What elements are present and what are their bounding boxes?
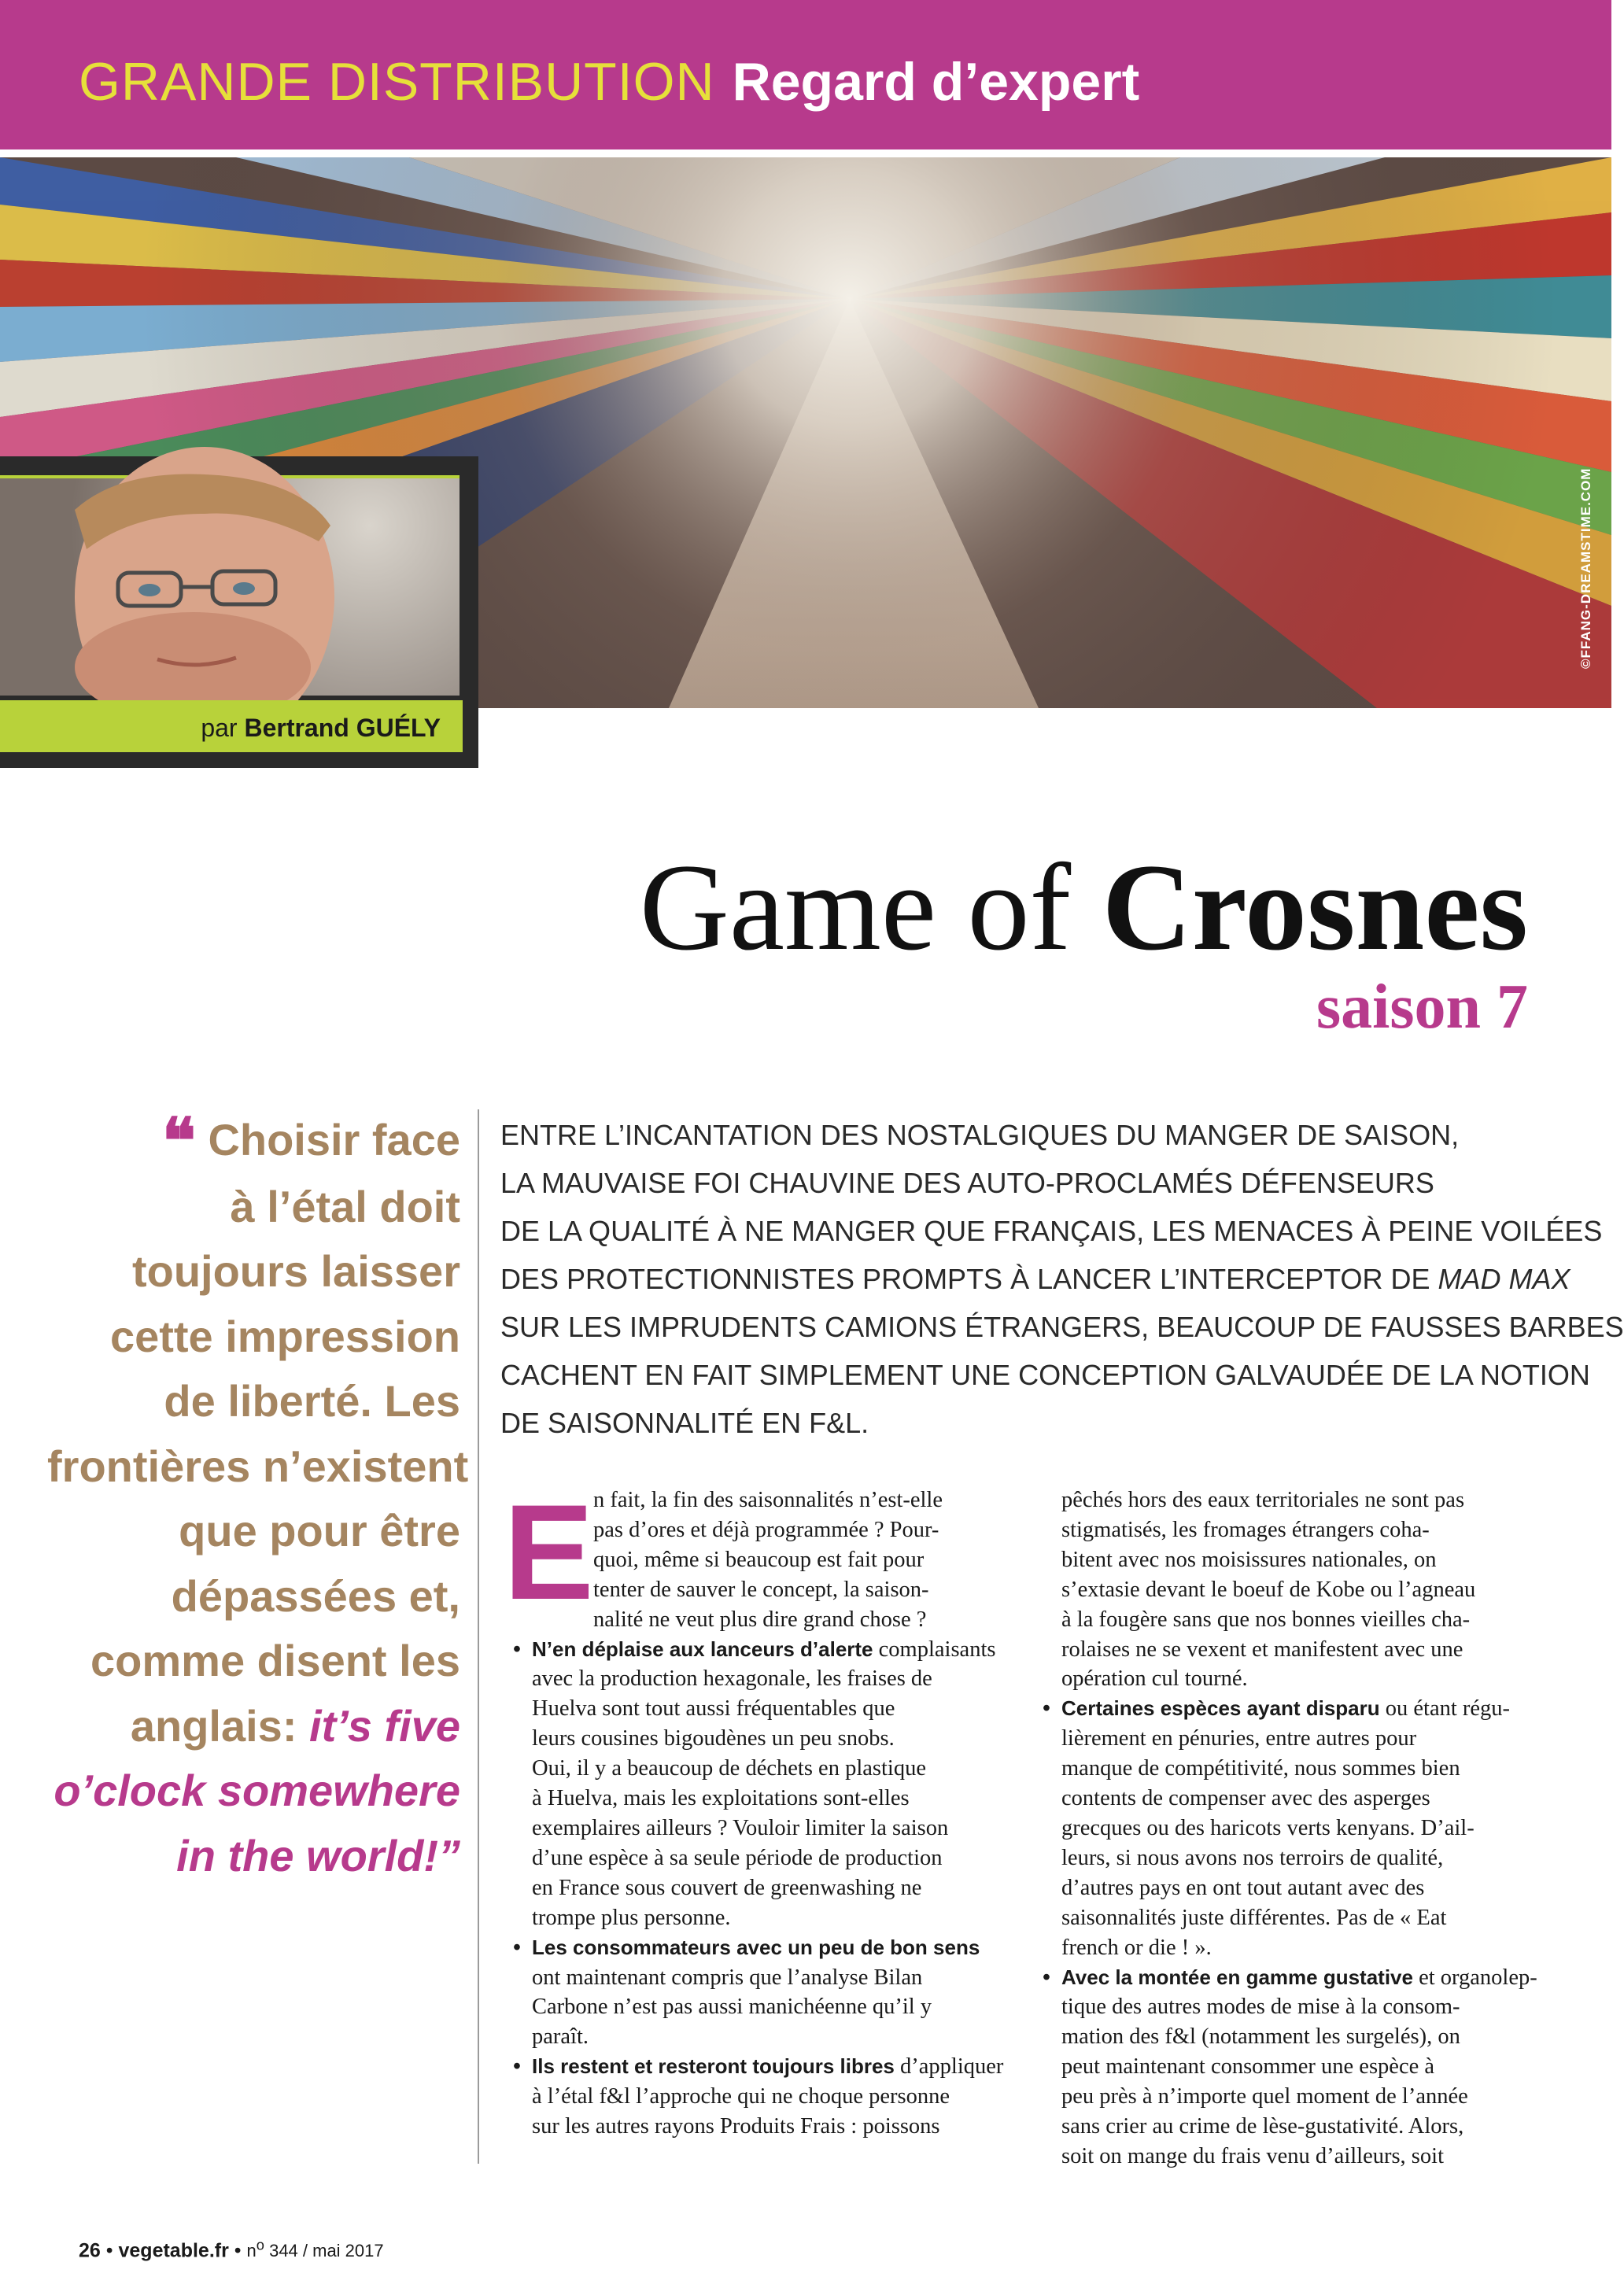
photo-credit: ©FFANG-DREAMSTIME.COM xyxy=(1578,467,1593,669)
pull-quote-line: dépassées et, xyxy=(171,1570,460,1621)
lead-line: LA MAUVAISE FOI CHAUVINE DES AUTO-PROCLAMÉS DÉFENSEURS xyxy=(500,1167,1434,1199)
issue-info xyxy=(246,2237,384,2261)
byline-bar xyxy=(0,700,463,752)
lead-italic: MAD MAX xyxy=(1438,1263,1570,1295)
lead-line xyxy=(500,1255,1570,1303)
body-line: trompe plus personne. xyxy=(532,1905,731,1930)
body-line: leurs, si nous avons nos terroirs de qualité, xyxy=(1061,1845,1444,1870)
author-byline xyxy=(201,714,441,743)
drop-cap: E xyxy=(504,1477,594,1628)
bullet-icon: • xyxy=(1043,1965,1050,1990)
lead-line: DE SAISONNALITÉ EN F&L. xyxy=(500,1407,869,1439)
lead-line: CACHENT EN FAIT SIMPLEMENT UNE CONCEPTION GALVAUDÉE DE LA NOTION xyxy=(500,1359,1590,1391)
bullet-text: d’appliquer xyxy=(900,2054,1004,2080)
body-line: d’une espèce à sa seule période de production xyxy=(532,1845,943,1870)
footer-site: vegetable.fr xyxy=(118,2239,229,2262)
body-column-1 xyxy=(513,1485,1004,2142)
article-subtitle: saison 7 xyxy=(1316,972,1528,1042)
pull-quote-line: cette impression xyxy=(109,1311,460,1361)
page-number: 26 xyxy=(79,2239,101,2262)
section-heading xyxy=(79,52,1140,112)
body-line: opération cul tourné. xyxy=(1061,1666,1248,1692)
pull-quote-line: de liberté. Les xyxy=(164,1376,460,1426)
bullet-label: Avec la montée en gamme gustative xyxy=(1061,1965,1413,1989)
body-line: à Huelva, mais les exploitations sont-elles xyxy=(532,1786,910,1811)
body-line: grecques ou des haricots verts kenyans. D’ail- xyxy=(1061,1815,1475,1840)
body-line: peut maintenant consommer une espèce à xyxy=(1061,2054,1435,2080)
lead-text: DES PROTECTIONNISTES PROMPTS À LANCER L’INTERCEPTOR DE xyxy=(500,1263,1430,1295)
pull-quote-line: à l’étal doit xyxy=(230,1181,460,1231)
body-line: saisonnalités juste différentes. Pas de « Eat xyxy=(1061,1905,1447,1930)
bullet-icon: • xyxy=(513,2054,521,2080)
pull-quote-text: Choisir face xyxy=(208,1115,460,1164)
body-line: tenter de sauver le concept, la saison- xyxy=(593,1577,929,1602)
issue-number: 344 / mai 2017 xyxy=(269,2241,384,2261)
article-title xyxy=(639,839,1528,976)
pull-quote-line: que pour être xyxy=(179,1506,460,1556)
body-line: d’autres pays en ont tout autant avec des xyxy=(1061,1875,1425,1900)
bullet-item xyxy=(513,1635,995,1665)
lead-line: SUR LES IMPRUDENTS CAMIONS ÉTRANGERS, BEAUCOUP DE FAUSSES BARBES xyxy=(500,1311,1624,1343)
body-line: manque de compétitivité, nous sommes bien xyxy=(1061,1756,1460,1781)
body-line: à la fougère sans que nos bonnes vieilles cha- xyxy=(1061,1607,1471,1632)
body-line: quoi, même si beaucoup est fait pour xyxy=(593,1547,925,1572)
body-line: french or die ! ». xyxy=(1061,1935,1212,1960)
bullet-text: et organolep- xyxy=(1419,1965,1537,1990)
bullet-item xyxy=(513,2052,1004,2082)
body-line: nalité ne veut plus dire grand chose ? xyxy=(593,1607,927,1632)
footer-separator: • xyxy=(234,2239,242,2262)
body-line: ont maintenant compris que l’analyse Bilan xyxy=(532,1965,923,1990)
author-name: Bertrand GUÉLY xyxy=(244,714,441,742)
bullet-item xyxy=(1043,1963,1537,1993)
body-line: s’extasie devant le boeuf de Kobe ou l’agneau xyxy=(1061,1577,1476,1602)
pull-quote-text: anglais: xyxy=(130,1700,297,1751)
lead-paragraph xyxy=(500,1111,1624,1447)
header-band xyxy=(0,0,1611,149)
byline-prefix: par xyxy=(201,714,238,742)
pull-quote-line xyxy=(47,1694,460,1759)
body-line: paraît. xyxy=(532,2024,589,2050)
bullet-text: complaisants xyxy=(878,1637,996,1662)
body-line: à l’étal f&l l’approche qui ne choque personne xyxy=(532,2084,950,2109)
author-photo xyxy=(0,475,460,692)
bullet-label: Certaines espèces ayant disparu xyxy=(1061,1696,1380,1721)
bullet-item xyxy=(513,1933,995,1963)
body-line: leurs cousines bigoudènes un peu snobs. xyxy=(532,1726,895,1751)
footer-separator: • xyxy=(105,2239,113,2262)
body-line: exemplaires ailleurs ? Vouloir limiter la saison xyxy=(532,1815,949,1840)
issue-sup: o xyxy=(256,2237,264,2253)
pull-quote-line xyxy=(47,1108,460,1175)
section-rubric: GRANDE DISTRIBUTION xyxy=(79,52,715,112)
issue-prefix: n xyxy=(246,2241,257,2261)
body-line: Carbone n’est pas aussi manichéenne qu’il y xyxy=(532,1995,932,2020)
page-footer xyxy=(79,2237,384,2262)
lead-line: DE LA QUALITÉ À NE MANGER QUE FRANÇAIS, LES MENACES À PEINE VOILÉES xyxy=(500,1215,1603,1247)
body-line: pas d’ores et déjà programmée ? Pour- xyxy=(593,1517,939,1542)
body-line: sur les autres rayons Produits Frais : poissons xyxy=(532,2114,940,2139)
lead-line: ENTRE L’INCANTATION DES NOSTALGIQUES DU MANGER DE SAISON, xyxy=(500,1119,1460,1151)
column-divider xyxy=(478,1109,479,2164)
body-line: contents de compenser avec des asperges xyxy=(1061,1786,1430,1811)
body-column-2 xyxy=(1043,1485,1537,2172)
bullet-icon: • xyxy=(513,1637,521,1662)
pull-quote-line: comme disent les xyxy=(90,1636,460,1685)
bullet-item xyxy=(1043,1694,1524,1724)
bullet-label: N’en déplaise aux lanceurs d’alerte xyxy=(532,1637,873,1661)
body-line: pêchés hors des eaux territoriales ne sont pas xyxy=(1061,1488,1465,1512)
body-line: peu près à n’importe quel moment de l’année xyxy=(1061,2084,1468,2109)
body-line: rolaises ne se vexent et manifestent avec une xyxy=(1061,1637,1463,1662)
bullet-label: Les consommateurs avec un peu de bon sens xyxy=(532,1935,980,1959)
pull-quote-emphasis: in the world!” xyxy=(176,1830,460,1880)
bullet-label: Ils restent et resteront toujours libres xyxy=(532,2054,895,2079)
pull-quote-line: toujours laisser xyxy=(131,1246,460,1296)
body-line: bitent avec nos moisissures nationales, on xyxy=(1061,1547,1437,1572)
body-line: Huelva sont tout aussi fréquentables que xyxy=(532,1696,895,1722)
pull-quote-emphasis: it’s five xyxy=(309,1700,460,1751)
body-line: mation des f&l (notamment les surgelés), on xyxy=(1061,2024,1460,2050)
bullet-icon: • xyxy=(513,1935,521,1960)
body-line: lièrement en pénuries, entre autres pour xyxy=(1061,1726,1417,1751)
quote-mark-icon: ❝ xyxy=(161,1106,196,1176)
body-line: sans crier au crime de lèse-gustativité. Alors, xyxy=(1061,2114,1464,2139)
author-portrait-image xyxy=(0,478,460,696)
section-subrubric: Regard d’expert xyxy=(732,52,1140,112)
body-line: en France sous couvert de greenwashing ne xyxy=(532,1875,922,1900)
title-light: Game of xyxy=(639,839,1072,976)
pull-quote xyxy=(47,1106,469,1888)
body-line: soit on mange du frais venu d’ailleurs, soit xyxy=(1061,2143,1444,2168)
title-bold: Crosnes xyxy=(1102,839,1528,976)
bullet-icon: • xyxy=(1043,1696,1050,1722)
body-line: stigmatisés, les fromages étrangers coha- xyxy=(1061,1517,1430,1542)
body-line: tique des autres modes de mise à la consom- xyxy=(1061,1995,1460,2020)
body-line: Oui, il y a beaucoup de déchets en plastique xyxy=(532,1756,926,1781)
body-line: avec la production hexagonale, les fraises de xyxy=(532,1666,932,1692)
body-line: n fait, la fin des saisonnalités n’est-elle xyxy=(593,1488,943,1512)
bullet-text: ou étant régu- xyxy=(1385,1696,1511,1722)
pull-quote-line: frontières n’existent xyxy=(47,1441,469,1491)
pull-quote-emphasis: o’clock somewhere xyxy=(54,1766,460,1815)
